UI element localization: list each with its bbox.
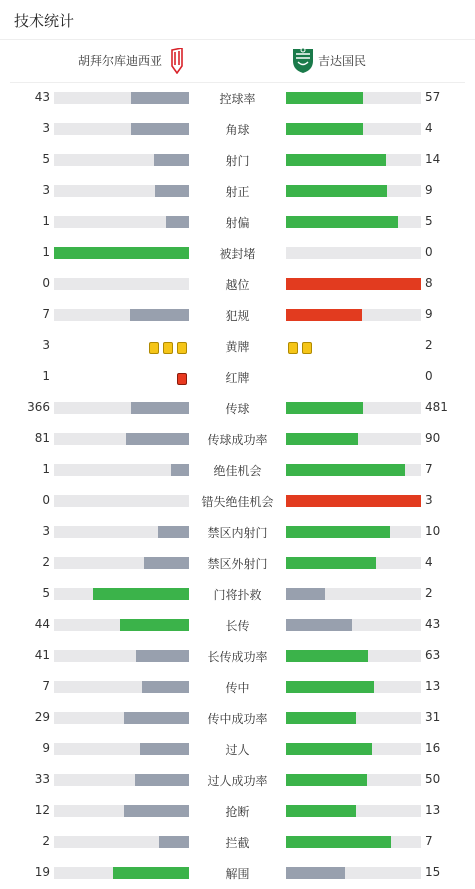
away-stat-bar (286, 588, 421, 600)
stat-label: 黄牌 (225, 340, 250, 354)
stat-row (0, 486, 475, 517)
home-stat-value: 19 (34, 865, 50, 879)
home-stat-value: 33 (34, 772, 50, 786)
away-stat-bar (286, 185, 421, 197)
stat-label: 射门 (225, 154, 250, 168)
home-stat-bar-fill (155, 185, 189, 197)
home-stat-value: 41 (34, 648, 50, 662)
away-stat-bar-fill (286, 526, 390, 538)
away-stat-value: 10 (425, 524, 441, 538)
stat-row (0, 703, 475, 734)
stat-row (0, 331, 475, 362)
stat-row (0, 83, 475, 114)
away-stat-bar-fill (286, 774, 367, 786)
away-stat-value: 63 (425, 648, 441, 662)
home-stat-bar (54, 402, 189, 414)
away-team-logo-icon[interactable] (291, 46, 315, 74)
home-stat-bar (54, 681, 189, 693)
home-stat-value: 1 (42, 462, 50, 476)
away-team-name[interactable]: 吉达国民 (318, 54, 367, 68)
home-stat-value: 1 (42, 369, 50, 383)
away-stat-value: 4 (425, 121, 433, 135)
stat-row (0, 858, 475, 889)
stat-row (0, 176, 475, 207)
away-stat-bar-fill (286, 216, 398, 228)
away-stat-bar (286, 650, 421, 662)
stat-label: 传球成功率 (207, 433, 268, 447)
away-stat-value: 14 (425, 152, 441, 166)
yellow-card-icon (163, 342, 173, 354)
stat-row (0, 455, 475, 486)
home-stat-bar (54, 774, 189, 786)
stat-label: 射正 (225, 185, 250, 199)
home-team-logo-icon[interactable] (170, 48, 184, 74)
away-stat-bar-fill (286, 557, 376, 569)
stat-row (0, 114, 475, 145)
home-stat-value: 29 (34, 710, 50, 724)
stat-row (0, 641, 475, 672)
home-stat-bar (54, 619, 189, 631)
away-stat-bar (286, 92, 421, 104)
away-stat-bar (286, 278, 421, 290)
away-stat-bar-fill (286, 495, 421, 507)
home-cards (175, 370, 189, 383)
home-stat-bar-fill (135, 774, 189, 786)
home-stat-bar-fill (124, 805, 189, 817)
stat-label: 解围 (225, 867, 250, 881)
yellow-card-icon (302, 342, 312, 354)
stat-row (0, 300, 475, 331)
away-stat-value: 7 (425, 834, 433, 848)
stat-label: 过人 (225, 743, 250, 757)
away-stat-value: 13 (425, 803, 441, 817)
stat-row (0, 362, 475, 393)
home-stat-value: 3 (42, 183, 50, 197)
away-stat-bar-fill (286, 650, 368, 662)
home-stat-value: 366 (27, 400, 50, 414)
away-stat-value: 4 (425, 555, 433, 569)
home-stat-bar-fill (158, 526, 189, 538)
stat-row (0, 796, 475, 827)
home-stat-bar (54, 433, 189, 445)
away-stat-value: 50 (425, 772, 441, 786)
stat-label: 长传成功率 (207, 650, 268, 664)
stat-row (0, 672, 475, 703)
home-stat-bar-fill (142, 681, 189, 693)
home-stat-bar-fill (54, 247, 189, 259)
teams-row (10, 40, 465, 83)
home-stat-bar (54, 743, 189, 755)
home-stat-bar (54, 216, 189, 228)
away-stat-bar (286, 154, 421, 166)
yellow-card-icon (288, 342, 298, 354)
away-stat-value: 9 (425, 183, 433, 197)
home-stat-bar-fill (131, 123, 189, 135)
home-stat-bar (54, 247, 189, 259)
stat-label: 越位 (225, 278, 250, 292)
away-stat-bar (286, 309, 421, 321)
away-stat-bar (286, 247, 421, 259)
home-stat-value: 5 (42, 586, 50, 600)
away-stat-bar (286, 619, 421, 631)
away-stat-bar-fill (286, 867, 345, 879)
stat-label: 红牌 (225, 371, 250, 385)
home-stat-bar-fill (159, 836, 189, 848)
away-stat-value: 7 (425, 462, 433, 476)
home-stat-bar (54, 154, 189, 166)
away-stat-bar-fill (286, 309, 362, 321)
home-stat-value: 3 (42, 121, 50, 135)
home-stat-bar (54, 464, 189, 476)
away-stat-bar-fill (286, 278, 421, 290)
away-stat-value: 43 (425, 617, 441, 631)
away-stat-bar (286, 123, 421, 135)
home-stat-bar (54, 526, 189, 538)
stat-row (0, 517, 475, 548)
stat-row (0, 548, 475, 579)
home-stat-value: 0 (42, 493, 50, 507)
home-stat-bar (54, 836, 189, 848)
home-stat-value: 3 (42, 338, 50, 352)
away-stat-value: 9 (425, 307, 433, 321)
stat-label: 角球 (225, 123, 250, 137)
stat-label: 被封堵 (219, 247, 256, 261)
away-stat-value: 0 (425, 369, 433, 383)
away-stat-value: 5 (425, 214, 433, 228)
stat-row (0, 734, 475, 765)
home-stat-value: 7 (42, 679, 50, 693)
home-stat-bar-fill (93, 588, 189, 600)
home-stat-value: 43 (34, 90, 50, 104)
away-stat-bar-fill (286, 464, 405, 476)
away-stat-bar-fill (286, 588, 325, 600)
home-team-name[interactable]: 胡拜尔库迪西亚 (78, 54, 163, 68)
home-stat-bar-fill (144, 557, 189, 569)
away-stat-value: 57 (425, 90, 441, 104)
away-stat-bar (286, 867, 421, 879)
away-stat-bar (286, 681, 421, 693)
stat-label: 拦截 (225, 836, 250, 850)
away-stat-bar (286, 774, 421, 786)
home-stat-value: 3 (42, 524, 50, 538)
stat-label: 犯规 (225, 309, 250, 323)
page-title: 技术统计 (14, 12, 75, 30)
home-stat-value: 0 (42, 276, 50, 290)
away-stat-bar-fill (286, 123, 363, 135)
home-stat-value: 5 (42, 152, 50, 166)
away-stat-bar-fill (286, 433, 358, 445)
stat-row (0, 207, 475, 238)
away-stat-value: 90 (425, 431, 441, 445)
home-stat-value: 2 (42, 555, 50, 569)
home-stat-bar (54, 495, 189, 507)
stat-label: 门将扑救 (213, 588, 262, 602)
home-stat-bar-fill (154, 154, 189, 166)
home-stat-bar-fill (136, 650, 189, 662)
away-stat-value: 0 (425, 245, 433, 259)
home-stat-bar (54, 557, 189, 569)
stat-row (0, 269, 475, 300)
away-stat-bar (286, 402, 421, 414)
away-stat-bar-fill (286, 619, 352, 631)
home-stat-value: 2 (42, 834, 50, 848)
stat-label: 传中 (225, 681, 250, 695)
home-stat-bar (54, 123, 189, 135)
stat-label: 传球 (225, 402, 250, 416)
home-stat-bar (54, 867, 189, 879)
away-stat-bar (286, 805, 421, 817)
away-stat-value: 481 (425, 400, 448, 414)
away-stat-bar (286, 743, 421, 755)
yellow-card-icon (149, 342, 159, 354)
away-stat-bar-fill (286, 681, 374, 693)
home-stat-value: 7 (42, 307, 50, 321)
home-stat-bar (54, 185, 189, 197)
away-stat-value: 3 (425, 493, 433, 507)
home-stat-bar-fill (166, 216, 189, 228)
away-stat-value: 16 (425, 741, 441, 755)
home-stat-bar-fill (130, 309, 189, 321)
away-stat-bar (286, 557, 421, 569)
away-stat-bar (286, 216, 421, 228)
home-stat-value: 1 (42, 214, 50, 228)
away-stat-bar-fill (286, 805, 356, 817)
stat-label: 禁区外射门 (207, 557, 268, 571)
away-stat-bar (286, 526, 421, 538)
stat-label: 抢断 (225, 805, 250, 819)
away-stat-bar (286, 495, 421, 507)
stat-row (0, 579, 475, 610)
away-stat-value: 13 (425, 679, 441, 693)
home-stat-value: 44 (34, 617, 50, 631)
home-cards (147, 339, 189, 352)
away-stat-bar-fill (286, 712, 356, 724)
away-stat-bar (286, 433, 421, 445)
home-stat-bar-fill (131, 92, 189, 104)
stat-label: 错失绝佳机会 (201, 495, 274, 509)
away-stat-value: 8 (425, 276, 433, 290)
home-stat-value: 9 (42, 741, 50, 755)
away-cards (286, 339, 314, 352)
away-stat-value: 15 (425, 865, 441, 879)
stat-row (0, 424, 475, 455)
away-stat-bar (286, 836, 421, 848)
stat-row (0, 393, 475, 424)
away-stat-bar-fill (286, 185, 387, 197)
away-stat-bar (286, 712, 421, 724)
home-stat-bar-fill (126, 433, 189, 445)
home-stat-value: 12 (34, 803, 50, 817)
stat-row (0, 145, 475, 176)
home-stat-bar-fill (140, 743, 189, 755)
stat-label: 长传 (225, 619, 250, 633)
stat-row (0, 610, 475, 641)
home-stat-bar-fill (171, 464, 189, 476)
stat-label: 传中成功率 (207, 712, 268, 726)
stat-label: 禁区内射门 (207, 526, 268, 540)
home-stat-bar-fill (113, 867, 189, 879)
home-stat-bar (54, 805, 189, 817)
stat-label: 控球率 (219, 92, 256, 106)
stat-row (0, 827, 475, 858)
stat-label: 射偏 (225, 216, 250, 230)
yellow-card-icon (177, 342, 187, 354)
home-stat-value: 1 (42, 245, 50, 259)
away-stat-bar (286, 464, 421, 476)
home-stat-bar-fill (131, 402, 189, 414)
away-stat-bar-fill (286, 836, 391, 848)
away-stat-bar-fill (286, 402, 363, 414)
away-stat-bar-fill (286, 743, 372, 755)
home-stat-bar (54, 92, 189, 104)
stat-label: 过人成功率 (207, 774, 268, 788)
red-card-icon (177, 373, 187, 385)
home-stat-bar (54, 309, 189, 321)
home-stat-bar (54, 278, 189, 290)
away-stat-value: 31 (425, 710, 441, 724)
stat-row (0, 765, 475, 796)
away-stat-value: 2 (425, 338, 433, 352)
home-stat-value: 81 (34, 431, 50, 445)
home-stat-bar (54, 588, 189, 600)
header (0, 0, 475, 40)
home-stat-bar (54, 650, 189, 662)
away-stat-value: 2 (425, 586, 433, 600)
home-stat-bar-fill (124, 712, 189, 724)
stat-row (0, 238, 475, 269)
away-stat-bar-fill (286, 154, 386, 166)
home-stat-bar (54, 712, 189, 724)
stat-label: 绝佳机会 (213, 464, 262, 478)
away-stat-bar-fill (286, 92, 363, 104)
home-stat-bar-fill (120, 619, 189, 631)
